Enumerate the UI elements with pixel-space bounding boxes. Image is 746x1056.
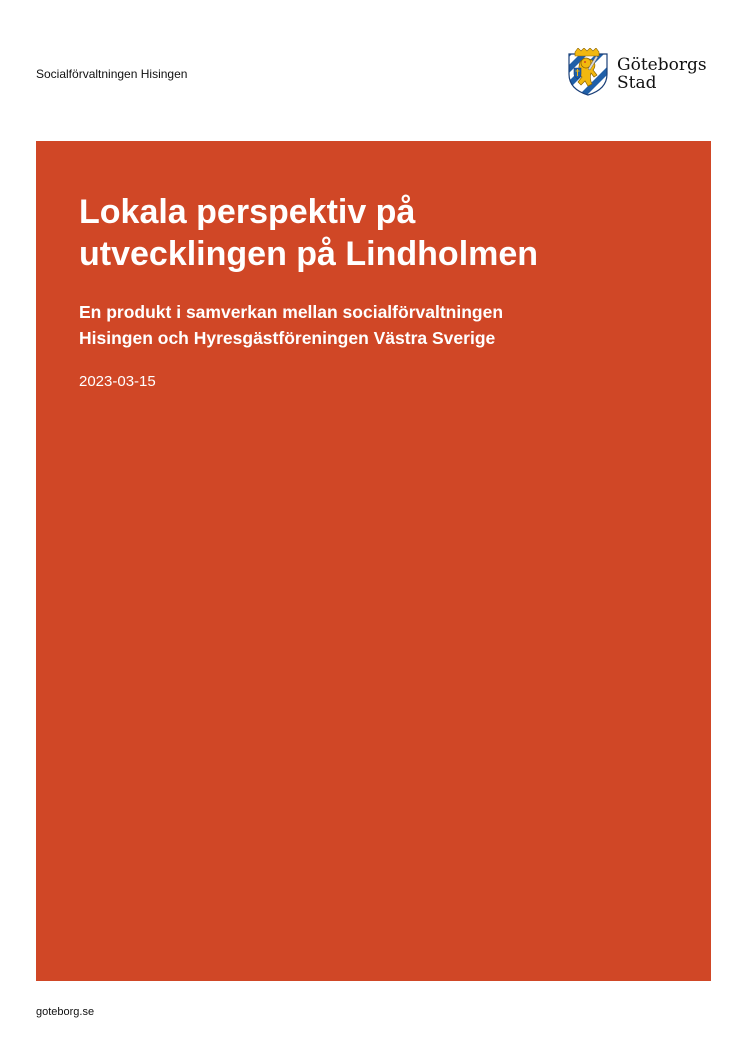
- document-date: 2023-03-15: [79, 373, 156, 390]
- document-subtitle: [79, 299, 679, 351]
- title-line-1: Lokala perspektiv på: [79, 193, 416, 231]
- footer-website: goteborg.se: [36, 1006, 95, 1018]
- goteborgs-stad-logo: [566, 48, 714, 96]
- department-name: Socialförvaltningen Hisingen: [36, 67, 188, 81]
- logo-wordmark: [617, 56, 707, 92]
- document-title: [79, 191, 679, 275]
- title-line-2: utvecklingen på Lindholmen: [79, 235, 539, 273]
- goteborg-coat-of-arms-icon: [566, 48, 610, 96]
- cover-panel: [36, 141, 711, 981]
- subtitle-line-2: Hisingen och Hyresgästföreningen Västra Sverige: [79, 328, 496, 348]
- subtitle-line-1: En produkt i samverkan mellan socialförvaltningen: [79, 302, 504, 322]
- logo-line-2: Stad: [617, 73, 657, 93]
- logo-line-1: Göteborgs: [617, 55, 707, 75]
